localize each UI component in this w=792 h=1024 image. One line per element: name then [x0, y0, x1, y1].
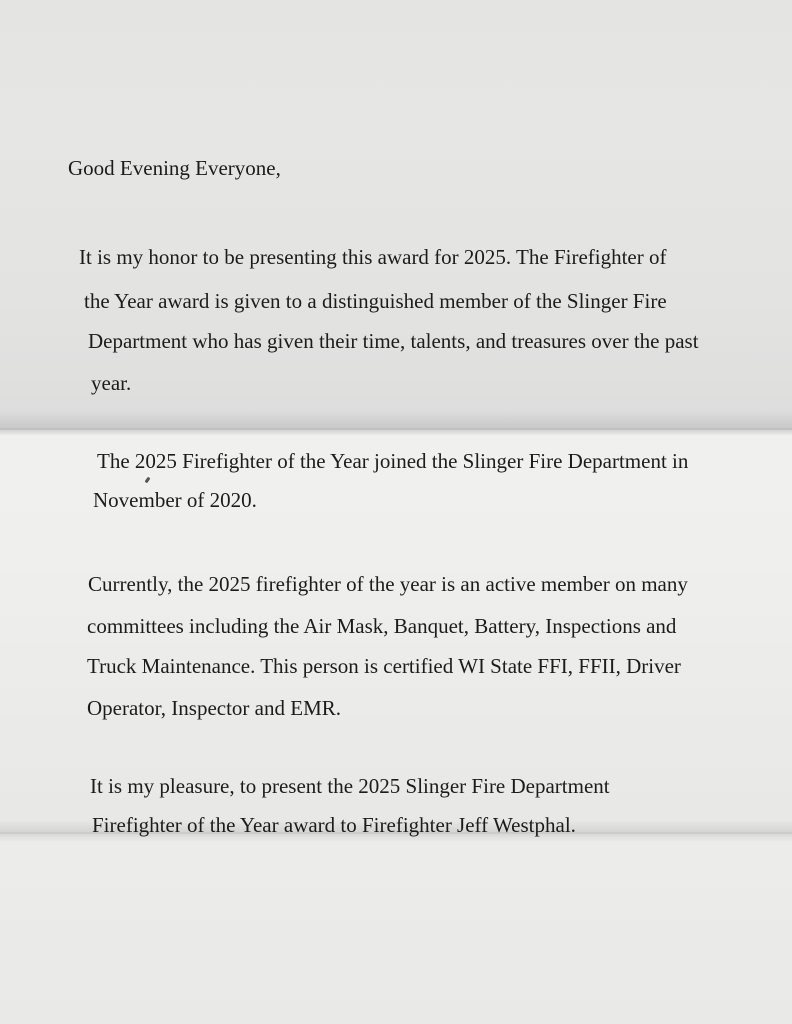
- paragraph-1-line-1: It is my honor to be presenting this award for 2025. The Firefighter of: [79, 245, 667, 269]
- paragraph-4-line-2: Firefighter of the Year award to Firefighter Jeff Westphal.: [92, 813, 576, 837]
- pen-mark: [145, 477, 151, 484]
- paragraph-3-line-1: Currently, the 2025 firefighter of the year is an active member on many: [88, 572, 688, 596]
- paragraph-3-line-4: Operator, Inspector and EMR.: [87, 696, 341, 720]
- paragraph-1-line-3: Department who has given their time, talents, and treasures over the past: [88, 329, 699, 353]
- paragraph-3-line-2: committees including the Air Mask, Banquet, Battery, Inspections and: [87, 614, 677, 638]
- paragraph-2-line-1: The 2025 Firefighter of the Year joined the Slinger Fire Department in: [97, 449, 689, 473]
- paper-fold-crease: [0, 428, 792, 430]
- paragraph-3-line-3: Truck Maintenance. This person is certified WI State FFI, FFII, Driver: [87, 654, 681, 678]
- greeting: Good Evening Everyone,: [68, 156, 281, 180]
- paragraph-2-line-2: November of 2020.: [93, 488, 257, 512]
- paragraph-1-line-4: year.: [91, 371, 132, 395]
- paragraph-4-line-1: It is my pleasure, to present the 2025 Slinger Fire Department: [90, 774, 610, 798]
- paragraph-1-line-2: the Year award is given to a distinguished member of the Slinger Fire: [84, 289, 667, 313]
